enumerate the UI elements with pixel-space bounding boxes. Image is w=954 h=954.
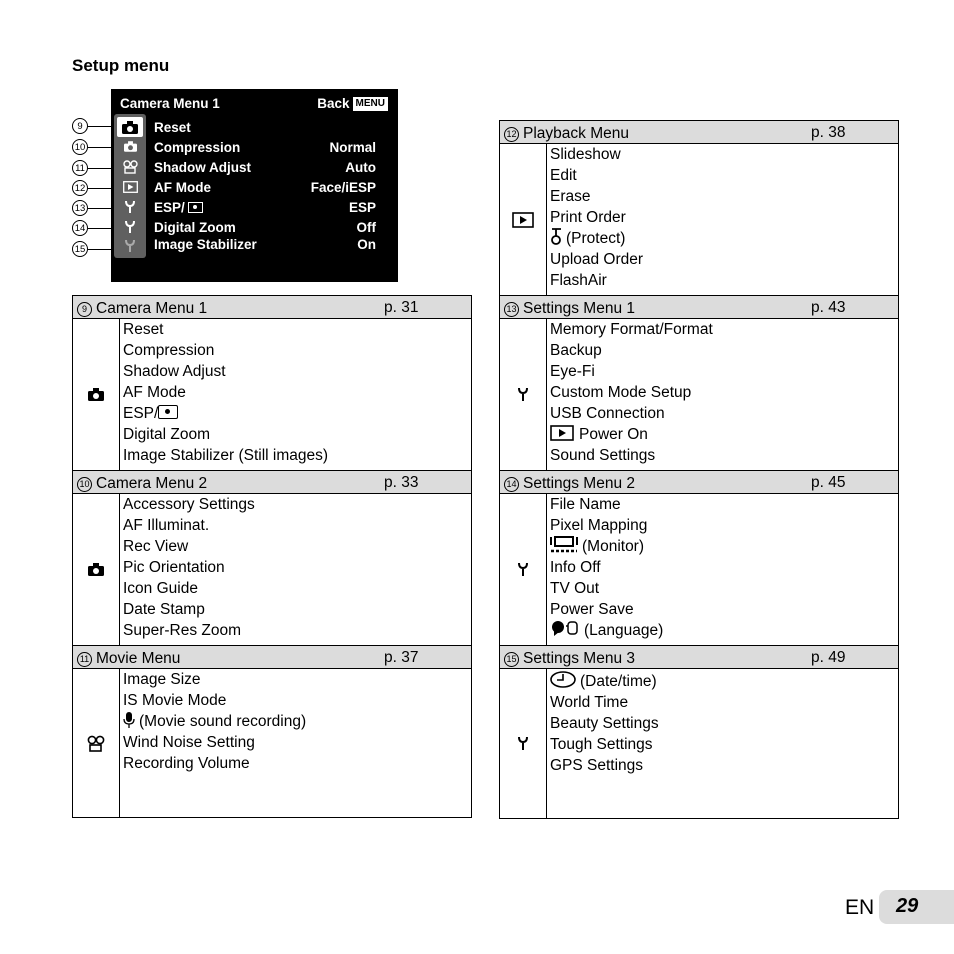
- callout-line: [88, 249, 111, 250]
- section-number: 11: [77, 652, 92, 667]
- movie-icon: [122, 159, 138, 175]
- screen-row-value: Off: [356, 219, 376, 235]
- section-number: 9: [77, 302, 92, 317]
- menu-item: Date Stamp: [123, 601, 205, 618]
- callout-13: 13: [72, 200, 88, 216]
- screen-row: [154, 197, 376, 217]
- menu-item-label: (Movie sound recording): [139, 713, 307, 730]
- menu-item: TV Out: [550, 580, 600, 597]
- menu-item: Upload Order: [550, 251, 644, 268]
- playback-icon: [512, 212, 534, 228]
- section-number: 14: [504, 477, 519, 492]
- menu-item: Beauty Settings: [550, 715, 659, 732]
- table-header: [500, 121, 898, 144]
- menu-item: Recording Volume: [123, 755, 250, 772]
- callout-line: [88, 147, 111, 148]
- menu-item: Rec View: [123, 538, 189, 555]
- page-ref: p. 37: [384, 649, 419, 666]
- menu-item: World Time: [550, 694, 629, 711]
- icon-cell: [500, 669, 547, 818]
- spot-metering-icon: [188, 202, 203, 213]
- callout-line: [88, 188, 111, 189]
- page-ref: p. 49: [811, 649, 846, 666]
- menu-item: Digital Zoom: [123, 426, 210, 443]
- wrench-icon: [122, 219, 138, 235]
- menu-item: Reset: [123, 321, 164, 338]
- table-settings-menu-1: [499, 295, 899, 471]
- wrench-icon: [518, 736, 528, 751]
- menu-item: AF Mode: [123, 384, 186, 401]
- wrench-icon: [518, 562, 528, 577]
- menu-item: Sound Settings: [550, 447, 656, 464]
- screen-row: [154, 157, 376, 177]
- menu-item: [550, 536, 663, 557]
- table-title: Settings Menu 1: [523, 300, 636, 317]
- menu-item: Print Order: [550, 209, 626, 226]
- table-settings-menu-2: [499, 470, 899, 646]
- menu-item: Backup: [550, 342, 602, 359]
- clock-icon: [550, 671, 576, 688]
- language-icon: [550, 620, 580, 637]
- table-header: [500, 471, 898, 494]
- screen-row-value: On: [357, 236, 376, 252]
- menu-item: Memory Format/Format: [550, 321, 713, 338]
- menu-item: Compression: [123, 342, 215, 359]
- menu-item: Super-Res Zoom: [123, 622, 242, 639]
- menu-item-label: (Date/time): [580, 673, 657, 690]
- wrench-icon: [122, 199, 138, 215]
- menu-item: File Name: [550, 496, 621, 513]
- icon-cell: [73, 669, 120, 817]
- menu-item: Custom Mode Setup: [550, 384, 692, 401]
- monitor-icon: [550, 536, 578, 553]
- menu-item: Erase: [550, 188, 591, 205]
- callout-11: 11: [72, 160, 88, 176]
- table-header: [500, 296, 898, 319]
- microphone-icon: [123, 712, 135, 728]
- wrench-icon: [122, 238, 138, 254]
- table-title: Camera Menu 2: [96, 475, 208, 492]
- menu-item: AF Illuminat.: [123, 517, 210, 534]
- table-title: Camera Menu 1: [96, 300, 208, 317]
- menu-item: Power Save: [550, 601, 634, 618]
- table-header: [73, 296, 471, 319]
- screen-row-value: Auto: [345, 159, 376, 175]
- screen-row-value: Normal: [329, 139, 376, 155]
- page-number-tab: [879, 890, 954, 924]
- menu-item: Info Off: [550, 559, 601, 576]
- callout-12: 12: [72, 180, 88, 196]
- table-title: Settings Menu 3: [523, 650, 636, 667]
- menu-item: Shadow Adjust: [123, 363, 226, 380]
- menu-item: Wind Noise Setting: [123, 734, 255, 751]
- screen-title: Camera Menu 1: [120, 96, 220, 111]
- menu-item: Accessory Settings: [123, 496, 255, 513]
- callout-line: [88, 228, 111, 229]
- menu-item: Image Size: [123, 671, 201, 688]
- table-movie-menu: [72, 645, 472, 818]
- section-heading: Setup menu: [72, 56, 170, 75]
- screen-row-label: AF Mode: [154, 179, 211, 195]
- menu-item: USB Connection: [550, 405, 665, 422]
- page-ref: p. 45: [811, 474, 846, 491]
- menu-item: [550, 671, 659, 692]
- menu-item-label: Power On: [579, 426, 648, 443]
- table-camera-menu-1: [72, 295, 472, 471]
- callout-line: [88, 208, 111, 209]
- screen-row: [154, 177, 376, 197]
- table-header: [500, 646, 898, 669]
- menu-item: [550, 424, 713, 445]
- icon-cell: [500, 494, 547, 645]
- camera-icon: [88, 388, 104, 401]
- menu-item: Slideshow: [550, 146, 621, 163]
- back-label: Back: [317, 96, 350, 111]
- menu-item: FlashAir: [550, 272, 607, 289]
- menu-item: Image Stabilizer (Still images): [123, 447, 329, 464]
- table-camera-menu-2: [72, 470, 472, 646]
- screen-back: [317, 96, 388, 111]
- menu-item: IS Movie Mode: [123, 692, 227, 709]
- table-title: Settings Menu 2: [523, 475, 636, 492]
- page-number: 29: [896, 895, 919, 917]
- menu-item-label: ESP/: [123, 405, 159, 422]
- icon-cell: [500, 144, 547, 295]
- table-title: Movie Menu: [96, 650, 181, 667]
- menu-item: GPS Settings: [550, 757, 644, 774]
- table-header: [73, 646, 471, 669]
- table-title: Playback Menu: [523, 125, 629, 142]
- menu-item: [550, 620, 663, 641]
- callout-10: 10: [72, 139, 88, 155]
- menu-item-label: (Monitor): [582, 538, 645, 555]
- screen-row-label: Digital Zoom: [154, 219, 236, 235]
- menu-item: [123, 403, 328, 424]
- icon-cell: [73, 319, 120, 470]
- callout-9: 9: [72, 118, 88, 134]
- menu-item: Pic Orientation: [123, 559, 225, 576]
- menu-item: [123, 711, 306, 732]
- screen-row-value: ESP: [348, 199, 376, 215]
- playback-icon: [122, 179, 138, 195]
- page-ref: p. 33: [384, 474, 419, 491]
- callout-line: [88, 126, 111, 127]
- playback-icon: [550, 425, 574, 441]
- camera-screen: [111, 89, 398, 282]
- screen-row-value: Face/iESP: [310, 179, 376, 195]
- section-number: 15: [504, 652, 519, 667]
- menu-item-label: (Protect): [566, 230, 626, 247]
- screen-row-label: ESP/: [154, 199, 185, 215]
- screen-row-label: Reset: [154, 119, 191, 135]
- callout-line: [88, 168, 111, 169]
- section-number: 12: [504, 127, 519, 142]
- menu-item: Tough Settings: [550, 736, 653, 753]
- icon-cell: [73, 494, 120, 645]
- movie-icon: [87, 735, 105, 752]
- key-icon: [550, 228, 563, 245]
- menu-item: Eye-Fi: [550, 363, 595, 380]
- table-playback-menu: [499, 120, 899, 296]
- menu-item: Pixel Mapping: [550, 517, 648, 534]
- section-number: 10: [77, 477, 92, 492]
- spot-metering-icon: [158, 405, 178, 419]
- callout-14: 14: [72, 220, 88, 236]
- camera-icon: [122, 138, 138, 154]
- page-ref: p. 43: [811, 299, 846, 316]
- menu-item-label: (Language): [584, 622, 664, 639]
- menu-item: Icon Guide: [123, 580, 198, 597]
- screen-row-label: Compression: [154, 139, 241, 155]
- section-number: 13: [504, 302, 519, 317]
- camera-icon: [88, 563, 104, 576]
- menu-badge: MENU: [353, 97, 388, 111]
- screen-row: [154, 234, 376, 254]
- table-settings-menu-3: [499, 645, 899, 819]
- wrench-icon: [518, 387, 528, 402]
- page-ref: p. 38: [811, 124, 846, 141]
- camera-icon: [117, 117, 143, 137]
- page-ref: p. 31: [384, 299, 419, 316]
- menu-item: Edit: [550, 167, 577, 184]
- screen-row: [154, 137, 376, 157]
- screen-row-label: Shadow Adjust: [154, 159, 251, 175]
- language-code: EN: [845, 896, 875, 919]
- screen-row: [154, 117, 376, 137]
- callout-15: 15: [72, 241, 88, 257]
- screen-row-label: Image Stabilizer: [154, 236, 257, 252]
- icon-cell: [500, 319, 547, 470]
- table-header: [73, 471, 471, 494]
- menu-item: [550, 228, 643, 249]
